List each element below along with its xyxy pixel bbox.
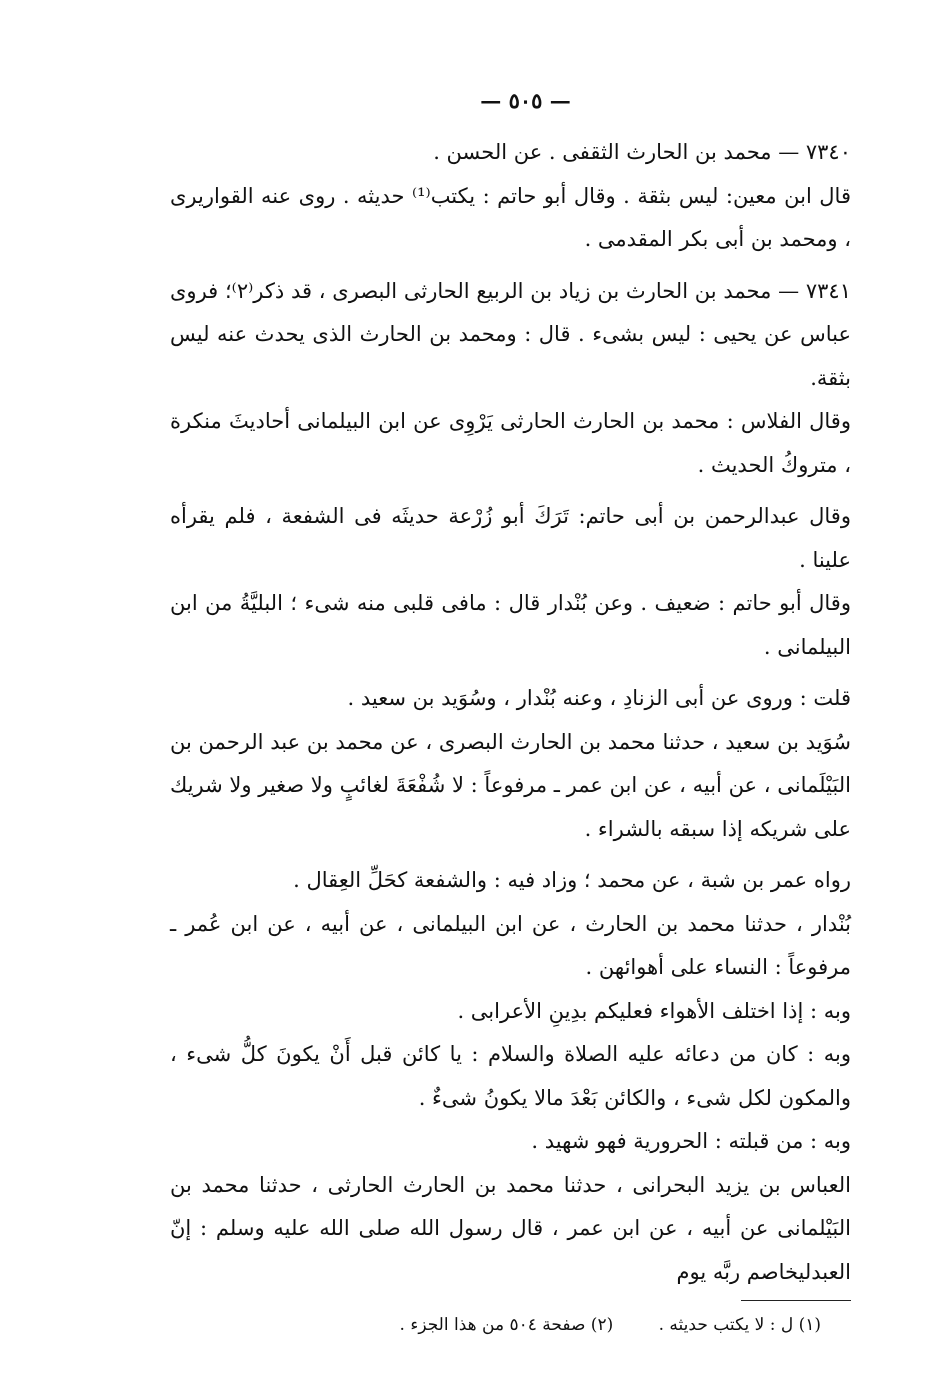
paragraph: وقال عبدالرحمن بن أبى حاتم: تَرَكَ أبو زُرْعة حديثَه فى الشفعة ، فلم يقرأه علينا . [170, 504, 851, 572]
paragraph: قلت : وروى عن أبى الزنادِ ، وعنه بُنْدار ، وسُوَيد بن سعيد . [347, 686, 851, 710]
paragraph: قال ابن معين: ليس بثقة . وقال أبو حاتم : يكتب⁽¹⁾ حديثه . روى عنه القواريرى ، ومحمد بن أبى بكر المقدمى . [170, 183, 851, 251]
page-number: — ٥٠٥ — [480, 88, 571, 113]
paragraph: وبه : إذا اختلف الأهواء فعليكم بدِينِ الأعرابى . [457, 998, 851, 1023]
paragraph: وبه : من قبلته : الحرورية فهو شهيد . [531, 1129, 851, 1153]
paragraph: وبه : كان من دعائه عليه الصلاة والسلام : يا كائن قبل أَنْ يكونَ كلُّ شىء ، والمكون لكل شىء ، والكائن بَعْدَ مالا يكونُ شىءٌ . [170, 1042, 851, 1110]
body-text [170, 131, 851, 1294]
footnote-2: (٢) صفحة ٥٠٤ من هذا الجزء . [399, 1315, 614, 1335]
paragraph: رواه عمر بن شبة ، عن محمد ؛ وزاد فيه : والشفعة كحَلِّ العِقال . [293, 868, 851, 892]
paragraph: سُوَيد بن سعيد ، حدثنا محمد بن الحارث البصرى ، عن محمد بن عبد الرحمن بن البَيْلَمانى ، عن أبيه ، عن ابن عمر ـ مرفوعاً : لا شُفْعَةَ لغائبٍ ولا صغير ولا شريك على شريكه إذا سبقه بالشراء . [170, 729, 851, 841]
paragraph: وقال أبو حاتم : ضعيف . وعن بُنْدار قال : مافى قلبى منه شىء ؛ البليَّةُ من ابن البيلمانى . [170, 591, 851, 659]
paragraph: وقال الفلاس : محمد بن الحارث الحارثى يَرْوِى عن ابن البيلمانى أحاديثَ منكرة ، متروكُ الحديث . [170, 409, 851, 477]
entry-7340-heading: ٧٣٤٠ — محمد بن الحارث الثقفى . عن الحسن . [433, 140, 851, 164]
paragraph: العباس بن يزيد البحرانى ، حدثنا محمد بن الحارث الحارثى ، حدثنا محمد بن البَيْلمانى عن أبيه ، عن ابن عمر ، قال رسول الله صلى الله عليه وسلم : إنّ العبدليخاصم ربَّه يوم [170, 1172, 851, 1284]
entry-7341-heading: ٧٣٤١ — محمد بن الحارث بن زياد بن الربيع الحارثى البصرى ، قد ذكر⁽٢⁾؛ فروى عباس عن يحيى : ليس بشىء . قال : ومحمد بن الحارث الذى يحدث عنه ليس بثقة. [170, 278, 851, 390]
footnotes [170, 1311, 851, 1339]
paragraph: بُنْدار ، حدثنا محمد بن الحارث ، عن ابن البيلمانى ، عن أبيه ، عن ابن عُمر ـ مرفوعاً : النساء على أهوائهن . [170, 911, 851, 979]
footnote-divider [741, 1300, 851, 1301]
footnote-1: (١) ل : لا يكتب حديثه . [658, 1315, 821, 1335]
